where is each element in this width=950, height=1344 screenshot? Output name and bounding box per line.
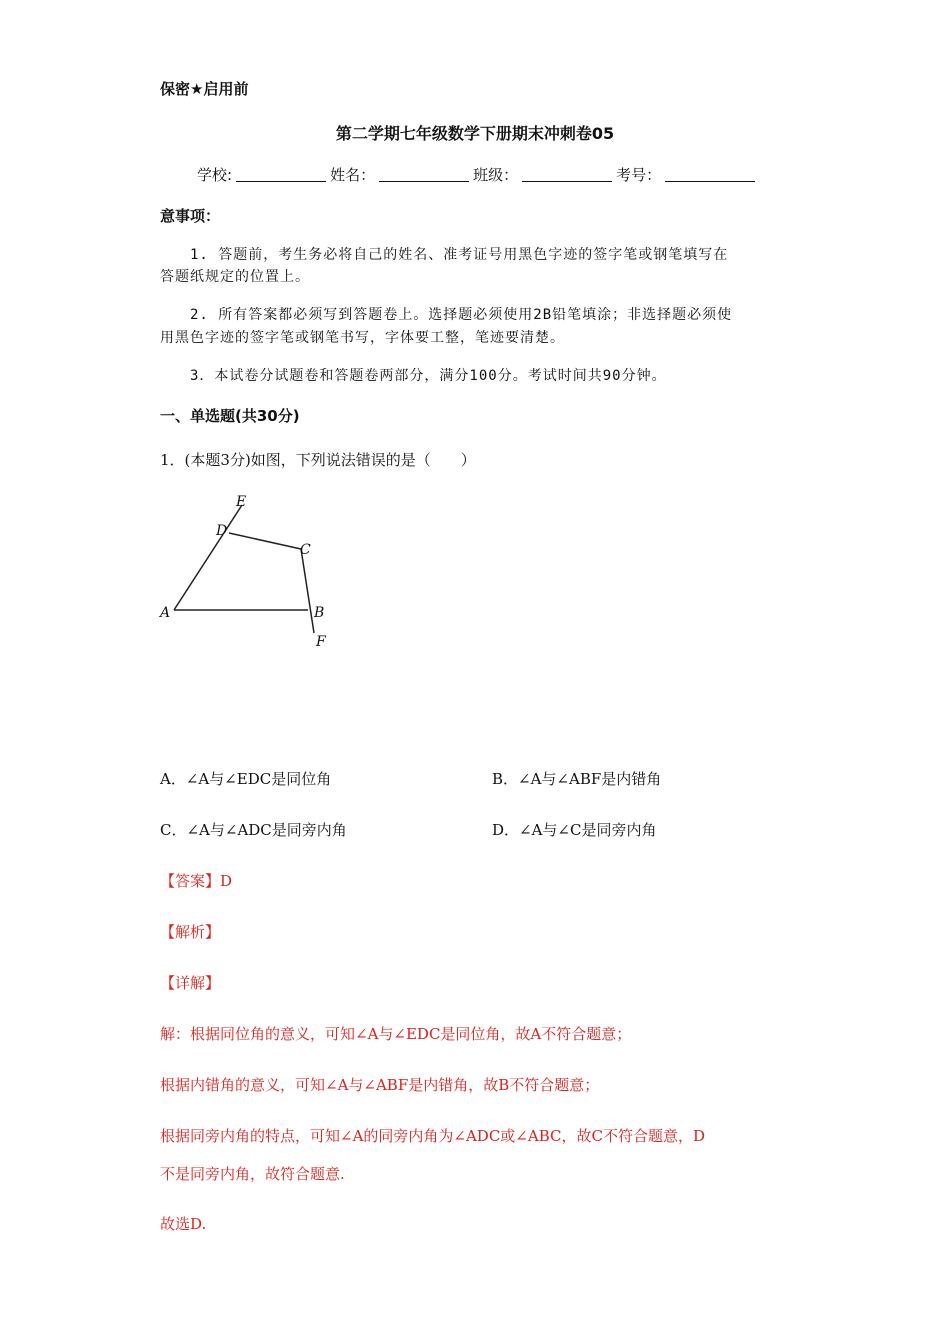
school-label: 学校: (197, 166, 233, 184)
class-blank (522, 167, 612, 182)
class-label: 班级： (473, 166, 519, 184)
question-stem: 1．(本题3分)如图，下列说法错误的是（ ） (160, 451, 476, 469)
option-d: D．∠A与∠C是同旁内角 (492, 821, 657, 839)
label-d: D (216, 523, 228, 539)
solution-line-3: 根据同旁内角的特点，可知∠A的同旁内角为∠ADC或∠ABC，故C不符合题意，D (160, 1127, 705, 1145)
exam-no-label: 考号： (616, 166, 662, 184)
option-c: C．∠A与∠ADC是同旁内角 (160, 821, 347, 839)
label-b: B (314, 605, 325, 621)
school-blank (236, 167, 326, 182)
note-item2-line2: 用黑色字迹的签字笔或钢笔书写，字体要工整，笔迹要清楚。 (160, 330, 565, 346)
info-line (197, 164, 759, 185)
solution-line-2: 根据内错角的意义，可知∠A与∠ABF是内错角，故B不符合题意； (160, 1076, 600, 1094)
option-a: A．∠A与∠EDC是同位角 (160, 770, 332, 788)
note-item2-line1: 2. 所有答案都必须写到答题卷上。选择题必须使用2B铅笔填涂；非选择题必须使 (190, 307, 733, 323)
line-cf (301, 549, 314, 633)
detail-label: 【详解】 (160, 974, 221, 992)
line-dc (229, 533, 301, 549)
name-label: 姓名： (330, 166, 376, 184)
note-item1-line2: 答题纸规定的位置上。 (160, 269, 310, 285)
secret-label: 保密★启用前 (160, 80, 249, 98)
note-item3: 3．本试卷分试题卷和答题卷两部分，满分100分。考试时间共90分钟。 (190, 368, 667, 384)
label-e: E (236, 494, 247, 510)
line-ae (174, 505, 242, 610)
name-blank (379, 167, 469, 182)
label-c: C (300, 542, 311, 558)
analysis-label: 【解析】 (160, 923, 221, 941)
section-title: 一、单选题(共30分) (160, 407, 300, 425)
label-a: A (160, 605, 171, 621)
solution-line-5: 故选D. (160, 1215, 207, 1233)
notes-heading: 意事项： (160, 207, 221, 225)
geometry-figure (150, 488, 350, 658)
option-b: B．∠A与∠ABF是内错角 (492, 770, 662, 788)
page-title: 第二学期七年级数学下册期末冲刺卷05 (335, 124, 615, 143)
solution-line-4: 不是同旁内角，故符合题意. (160, 1165, 345, 1183)
solution-line-1: 解：根据同位角的意义，可知∠A与∠EDC是同位角，故A不符合题意； (160, 1025, 632, 1043)
label-f: F (316, 634, 326, 650)
note-item1-line1: 1. 答题前，考生务必将自己的姓名、准考证号用黑色字迹的签字笔或钢笔填写在 (190, 247, 729, 263)
exam-no-blank (665, 167, 755, 182)
answer-line: 【答案】D (160, 872, 233, 890)
